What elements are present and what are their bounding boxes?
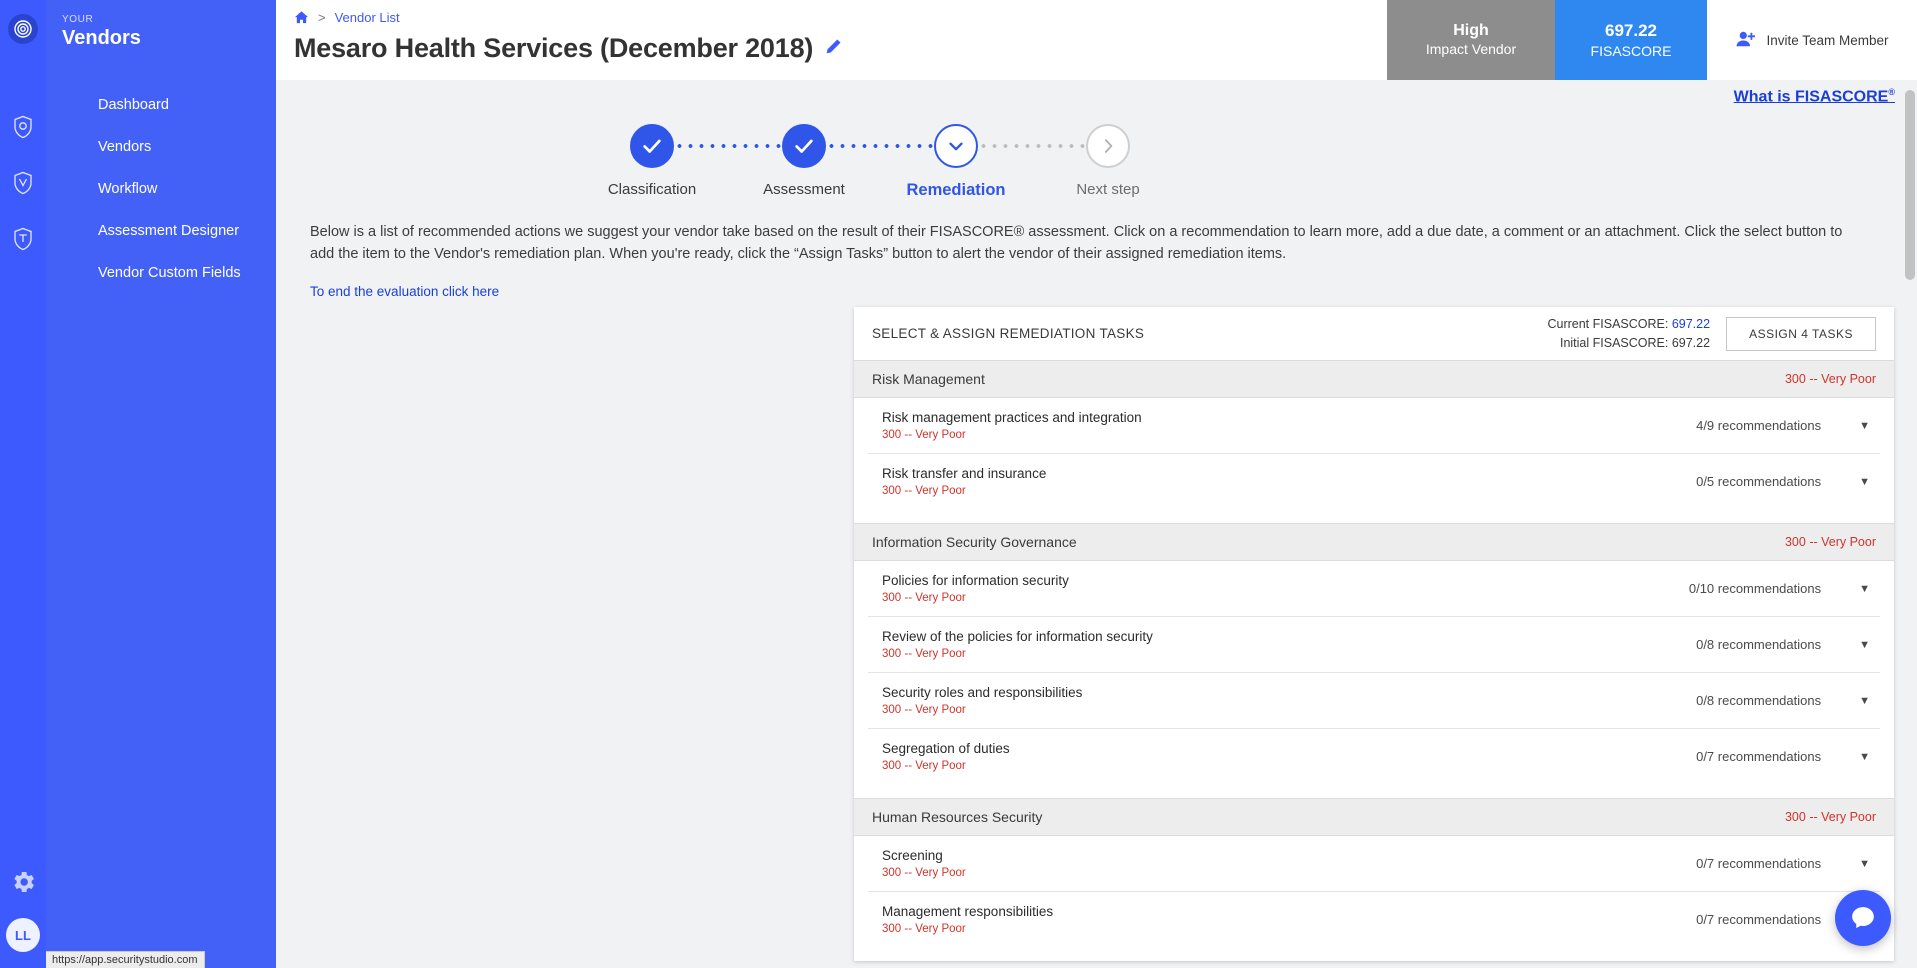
row-text <box>882 741 1010 772</box>
fisascore-caption: FISASCORE <box>1590 42 1672 59</box>
group-body <box>854 836 1894 961</box>
table-row[interactable] <box>868 561 1880 617</box>
impact-level: High <box>1453 22 1489 40</box>
avatar[interactable]: LL <box>6 918 40 952</box>
pencil-icon[interactable] <box>825 38 842 60</box>
rail-icon-list <box>10 112 36 254</box>
row-name: Screening <box>882 848 943 863</box>
sidebar-item-vendor-custom-fields[interactable]: Vendor Custom Fields <box>98 265 241 281</box>
fisascore-info-row <box>276 80 1917 116</box>
status-bar-url: https://app.securitystudio.com <box>46 951 205 968</box>
row-name: Risk management practices and integration <box>882 410 1142 425</box>
shield-t-icon[interactable] <box>10 224 36 254</box>
step-label-next: Next step <box>1076 181 1140 198</box>
main-area <box>276 0 1917 968</box>
initial-fisascore-value: 697.22 <box>1671 335 1711 350</box>
topbar <box>276 0 1917 80</box>
fisascore-value: 697.22 <box>1605 20 1657 40</box>
row-right <box>1696 637 1870 652</box>
group-body <box>854 561 1894 798</box>
sidebar-item-vendors[interactable]: Vendors <box>98 139 152 155</box>
row-right <box>1696 418 1870 433</box>
group-name: Information Security Governance <box>872 534 1077 550</box>
row-score: 300 -- Very Poor <box>882 592 966 604</box>
chevron-down-icon <box>934 124 978 168</box>
row-right <box>1689 581 1870 596</box>
group-score: 300 -- Very Poor <box>1784 372 1876 386</box>
page-scrollbar[interactable] <box>1903 90 1917 968</box>
remediation-card <box>854 307 1894 961</box>
stepper-connector <box>674 144 782 148</box>
table-row[interactable] <box>868 836 1880 892</box>
step-label-remediation: Remediation <box>906 181 1006 199</box>
table-row[interactable] <box>868 454 1880 509</box>
chevron-down-icon[interactable]: ▼ <box>1859 694 1870 707</box>
check-icon <box>782 124 826 168</box>
sidebar-eyebrow: YOUR <box>62 14 94 25</box>
initial-fisascore <box>1547 334 1710 352</box>
chat-icon[interactable] <box>1835 890 1891 946</box>
stepper-connector <box>826 144 934 148</box>
row-recommendations: 4/9 recommendations <box>1696 418 1822 433</box>
end-evaluation-link[interactable]: To end the evaluation click here <box>310 283 500 299</box>
row-score: 300 -- Very Poor <box>882 704 966 716</box>
shield-o-icon[interactable] <box>10 112 36 142</box>
row-text <box>882 685 1082 716</box>
page-title: Mesaro Health Services (December 2018) <box>294 33 814 63</box>
home-icon[interactable] <box>294 10 309 25</box>
sidebar-title: Vendors <box>62 27 141 49</box>
assign-tasks-button[interactable]: ASSIGN 4 TASKS <box>1726 317 1876 351</box>
sidebar-nav <box>46 84 276 294</box>
impact-caption: Impact Vendor <box>1425 41 1517 58</box>
row-text <box>882 466 1046 497</box>
group-header[interactable] <box>854 360 1894 398</box>
topbar-left <box>276 0 1387 80</box>
invite-team-member-button[interactable] <box>1707 0 1917 80</box>
initial-fisascore-label: Initial FISASCORE: <box>1559 335 1669 350</box>
sidebar-header <box>46 0 276 50</box>
row-name: Risk transfer and insurance <box>882 466 1047 481</box>
step-assessment[interactable] <box>728 124 880 198</box>
breadcrumb-vendor-list-link[interactable]: Vendor List <box>334 10 400 25</box>
invite-team-member-label: Invite Team Member <box>1766 32 1889 48</box>
table-row[interactable] <box>868 398 1880 454</box>
page-title-row <box>294 33 1387 64</box>
stepper-connector <box>978 144 1086 148</box>
intro-paragraph: Below is a list of recommended actions we suggest your vendor take based on the result of their FISASCORE® assessment. Click on a recommendation to learn more, add a due date, a comment or an attachment. Click the select button to add the item to the Vendor's remediation plan. When you're ready, click the “Assign Tasks” button to alert the vendor of their assigned remediation items. <box>310 224 1843 262</box>
breadcrumb-separator: > <box>318 10 326 25</box>
row-score: 300 -- Very Poor <box>882 648 966 660</box>
row-name: Review of the policies for information security <box>882 629 1153 644</box>
row-name: Management responsibilities <box>882 904 1054 919</box>
current-fisascore <box>1547 315 1710 333</box>
table-row[interactable] <box>868 617 1880 673</box>
chevron-down-icon[interactable]: ▼ <box>1859 638 1870 651</box>
row-recommendations: 0/7 recommendations <box>1696 856 1822 871</box>
step-classification[interactable] <box>576 124 728 198</box>
what-is-fisascore-link[interactable] <box>1734 87 1895 106</box>
chevron-down-icon[interactable]: ▼ <box>1859 750 1870 763</box>
row-right <box>1696 474 1870 489</box>
remediation-card-header <box>854 307 1894 360</box>
impact-badge <box>1387 0 1555 80</box>
chevron-down-icon[interactable]: ▼ <box>1859 475 1870 488</box>
chevron-down-icon[interactable]: ▼ <box>1859 582 1870 595</box>
shield-v-icon[interactable] <box>10 168 36 198</box>
group-name: Human Resources Security <box>872 809 1043 825</box>
step-label-classification: Classification <box>607 181 697 198</box>
row-score: 300 -- Very Poor <box>882 485 966 497</box>
check-icon <box>630 124 674 168</box>
group-information-security-governance <box>854 523 1894 798</box>
chevron-down-icon[interactable]: ▼ <box>1859 419 1870 432</box>
row-right <box>1696 693 1870 708</box>
app-logo-icon[interactable] <box>8 14 38 44</box>
group-score: 300 -- Very Poor <box>1784 535 1876 549</box>
row-text <box>882 848 966 879</box>
group-header[interactable] <box>854 798 1894 836</box>
row-text <box>882 629 1153 660</box>
row-recommendations: 0/7 recommendations <box>1696 749 1822 764</box>
row-right <box>1696 749 1870 764</box>
table-row[interactable] <box>868 729 1880 784</box>
row-name: Policies for information security <box>882 573 1069 588</box>
fisascore-badge <box>1555 0 1707 80</box>
group-body <box>854 398 1894 523</box>
step-label-assessment: Assessment <box>763 181 845 198</box>
row-recommendations: 0/8 recommendations <box>1696 693 1822 708</box>
what-is-fisascore-label: What is FISASCORE <box>1733 88 1889 106</box>
group-header[interactable] <box>854 523 1894 561</box>
row-score: 300 -- Very Poor <box>882 760 966 772</box>
step-next[interactable] <box>1032 124 1184 198</box>
table-row[interactable] <box>868 892 1880 947</box>
step-remediation[interactable] <box>880 124 1032 200</box>
table-row[interactable] <box>868 673 1880 729</box>
sidebar-item-workflow[interactable]: Workflow <box>98 181 158 197</box>
stepper-steps <box>576 124 1184 200</box>
gear-icon[interactable] <box>9 868 37 896</box>
scrollbar-thumb[interactable] <box>1905 90 1915 280</box>
row-name: Security roles and responsibilities <box>882 685 1083 700</box>
group-score: 300 -- Very Poor <box>1784 810 1876 824</box>
current-fisascore-value: 697.22 <box>1671 317 1711 332</box>
row-text <box>882 410 1142 441</box>
score-summary <box>1547 315 1710 351</box>
row-text <box>882 904 1053 935</box>
row-recommendations: 0/8 recommendations <box>1696 637 1822 652</box>
row-score: 300 -- Very Poor <box>882 923 966 935</box>
progress-stepper <box>276 116 1917 220</box>
current-fisascore-label: Current FISASCORE: <box>1547 317 1669 332</box>
row-name: Segregation of duties <box>882 741 1010 756</box>
sidebar-item-assessment-designer[interactable]: Assessment Designer <box>98 223 240 239</box>
remediation-card-title: SELECT & ASSIGN REMEDIATION TASKS <box>872 326 1145 341</box>
row-score: 300 -- Very Poor <box>882 867 966 879</box>
row-score: 300 -- Very Poor <box>882 429 966 441</box>
icon-rail <box>0 0 46 968</box>
registered-mark: ® <box>1888 87 1895 97</box>
sidebar <box>46 0 276 968</box>
row-recommendations: 0/5 recommendations <box>1696 474 1822 489</box>
row-recommendations: 0/7 recommendations <box>1696 912 1822 927</box>
person-plus-icon <box>1735 30 1757 51</box>
chevron-down-icon[interactable]: ▼ <box>1859 857 1870 870</box>
rail-bottom <box>0 868 46 952</box>
breadcrumb <box>294 10 1387 25</box>
chevron-right-icon <box>1086 124 1130 168</box>
sidebar-item-dashboard[interactable]: Dashboard <box>98 97 169 113</box>
row-recommendations: 0/10 recommendations <box>1688 581 1822 596</box>
row-right <box>1696 856 1870 871</box>
group-risk-management <box>854 360 1894 523</box>
group-name: Risk Management <box>872 371 985 387</box>
group-human-resources-security <box>854 798 1894 961</box>
row-text <box>882 573 1069 604</box>
